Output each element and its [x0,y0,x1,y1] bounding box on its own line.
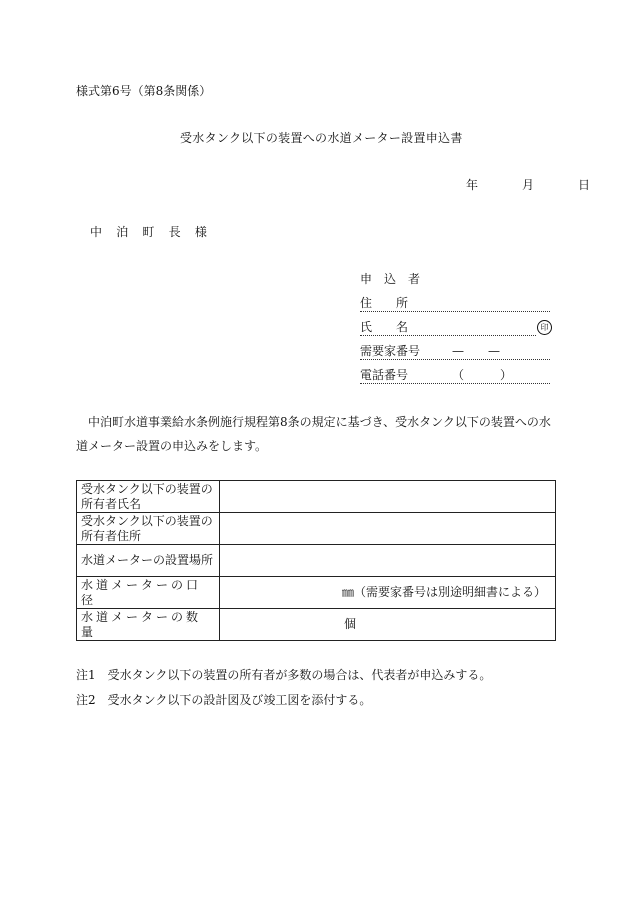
owner-address-field[interactable] [220,513,556,545]
table-row [77,481,556,513]
meter-quantity-field[interactable]: 個 [220,609,556,641]
table-row [77,609,556,641]
addressee-char: 町 [142,225,155,239]
meter-diameter-label: 水道メーターの口径 [77,577,220,609]
note-1: 注1 受水タンク以下の装置の所有者が多数の場合は、代表者が申込みする。 [76,668,492,682]
applicant-heading: 申 込 者 [360,272,421,286]
customer-number-format: — — [452,344,501,358]
document-title: 受水タンク以下の装置への水道メーター設置申込書 [180,131,463,145]
addressee-char: 泊 [116,225,129,239]
date-line [466,178,590,192]
phone-field-line[interactable] [360,383,550,384]
applicant-block [360,272,550,392]
meter-diameter-field[interactable]: ㎜（需要家番号は別途明細書による） [220,577,556,609]
addressee-char: 中 [90,225,103,239]
owner-name-field[interactable] [220,481,556,513]
address-label: 住 所 [360,296,409,310]
name-row [360,320,550,344]
note-2: 注2 受水タンク以下の設計図及び竣工図を添付する。 [76,693,372,707]
date-day: 日 [578,178,591,192]
addressee-char: 様 [194,225,208,239]
table-row [77,545,556,577]
phone-format: （ ） [452,368,513,382]
date-year: 年 [466,178,479,192]
application-details-table [76,480,556,641]
table-row [77,577,556,609]
applicant-heading-row [360,272,550,296]
phone-label: 電話番号 [360,368,409,382]
addressee-char: 長 [168,225,181,239]
address-field-line[interactable] [360,311,550,312]
owner-name-label: 受水タンク以下の装置の所有者氏名 [77,481,220,513]
customer-number-label: 需要家番号 [360,344,421,358]
customer-number-field-line[interactable] [360,359,550,360]
phone-row [360,368,550,392]
owner-address-label: 受水タンク以下の装置の所有者住所 [77,513,220,545]
name-label: 氏 名 [360,320,409,334]
name-field-line[interactable] [360,335,536,336]
meter-location-label: 水道メーターの設置場所 [77,545,220,577]
form-number: 様式第6号（第8条関係） [76,84,212,98]
customer-number-row [360,344,550,368]
date-month: 月 [522,178,535,192]
application-statement: 中泊町水道事業給水条例施行規程第8条の規定に基づき、受水タンク以下の装置への水道メーター設置の申込みをします。 [76,415,551,453]
meter-quantity-label: 水道メーターの数量 [77,609,220,641]
meter-location-field[interactable] [220,545,556,577]
seal-icon: 印 [537,320,552,335]
addressee [90,225,221,239]
table-row [77,513,556,545]
address-row [360,296,550,320]
